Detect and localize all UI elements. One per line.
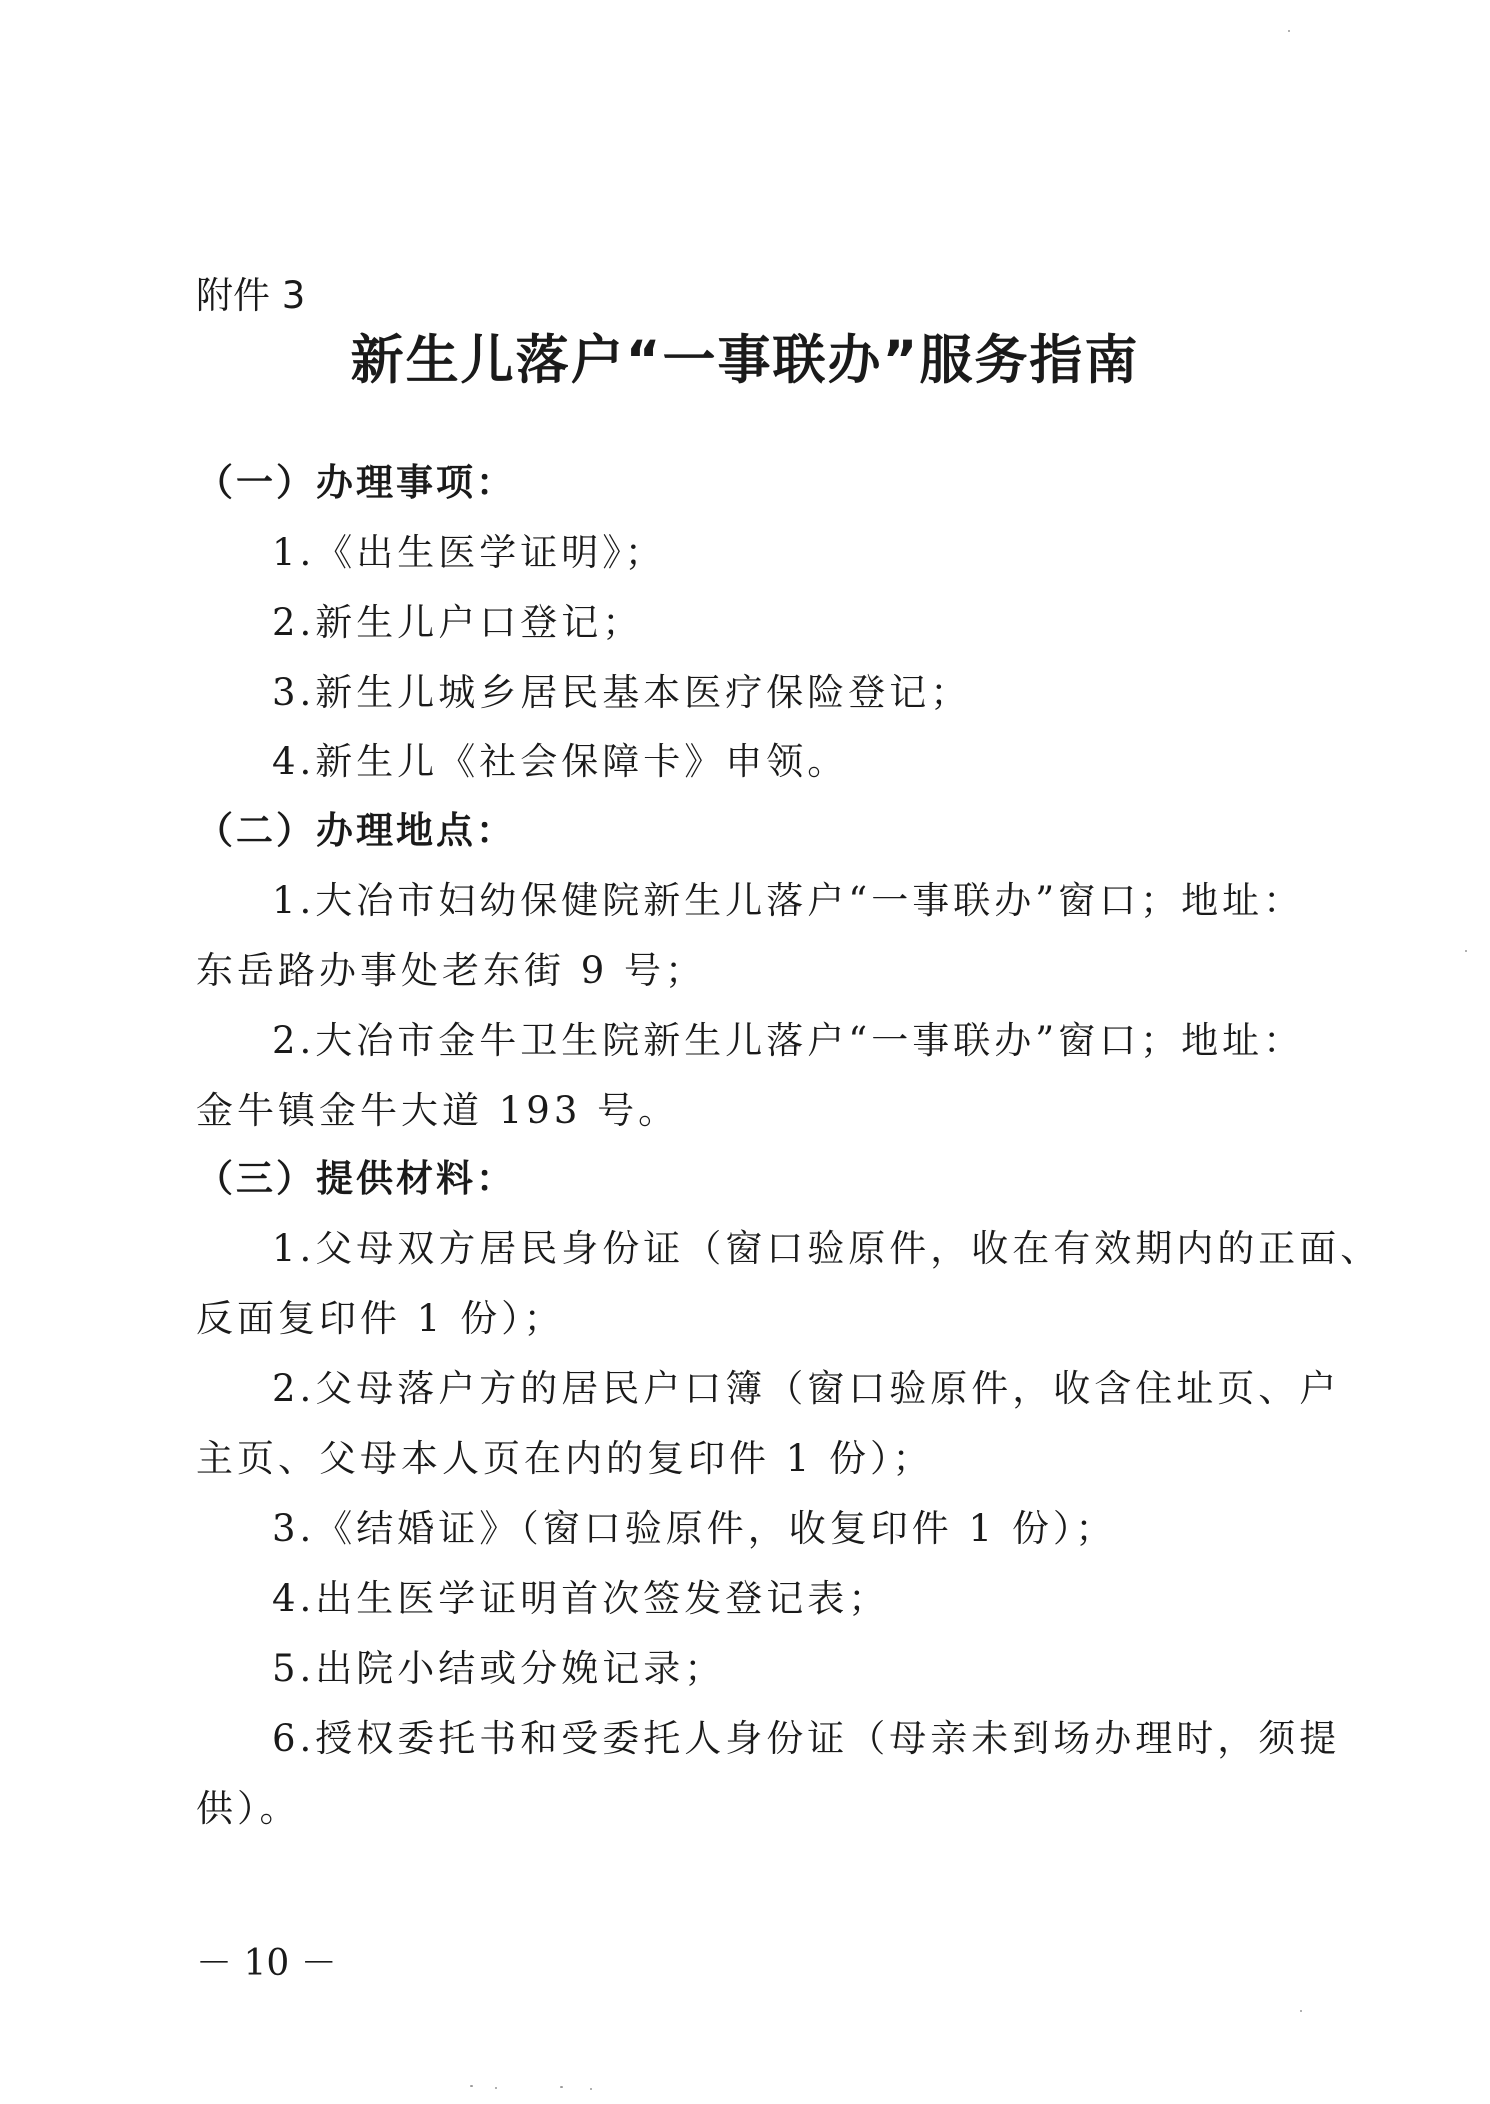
location-line: 1.大冶市妇幼保健院新生儿落户“一事联办”窗口；地址：: [272, 879, 1305, 922]
document-title: 新生儿落户“一事联办”服务指南: [350, 330, 1140, 391]
material-line: 4.出生医学证明首次签发登记表；: [272, 1577, 890, 1620]
section-heading-items: （一）办理事项：: [196, 461, 516, 504]
material-line: 5.出院小结或分娩记录；: [272, 1647, 726, 1690]
location-line: 2.大冶市金牛卫生院新生儿落户“一事联办”窗口；地址：: [272, 1019, 1305, 1062]
material-line: 3.《结婚证》（窗口验原件，收复印件 1 份）；: [272, 1507, 1117, 1550]
material-line: 供）。: [196, 1787, 301, 1830]
material-line: 6.授权委托书和受委托人身份证（母亲未到场办理时，须提: [272, 1717, 1341, 1760]
material-line: 2.父母落户方的居民户口簿（窗口验原件，收含住址页、户: [272, 1367, 1341, 1410]
item-line: 4.新生儿《社会保障卡》申领。: [272, 740, 849, 783]
material-line: 主页、父母本人页在内的复印件 1 份）；: [196, 1437, 934, 1480]
scan-speck: [470, 2085, 473, 2087]
location-line: 金牛镇金牛大道 193 号。: [196, 1089, 680, 1132]
item-line: 1.《出生医学证明》；: [272, 531, 666, 574]
item-line: 2.新生儿户口登记；: [272, 601, 644, 644]
scan-speck: [1288, 30, 1290, 32]
material-line: 1.父母双方居民身份证（窗口验原件，收在有效期内的正面、: [272, 1227, 1382, 1270]
scan-speck: [560, 2086, 563, 2088]
scan-speck: [1465, 950, 1467, 952]
section-heading-materials: （三）提供材料：: [196, 1157, 516, 1200]
attachment-label: 附件 3: [196, 274, 306, 317]
scan-speck: [590, 2088, 592, 2090]
section-heading-locations: （二）办理地点：: [196, 809, 516, 852]
location-line: 东岳路办事处老东街 9 号；: [196, 949, 707, 992]
item-line: 3.新生儿城乡居民基本医疗保险登记；: [272, 671, 972, 714]
scan-speck: [1300, 2010, 1302, 2012]
material-line: 反面复印件 1 份）；: [196, 1297, 565, 1340]
page-number: － 10 －: [196, 1943, 337, 1984]
scan-speck: [495, 2087, 497, 2089]
